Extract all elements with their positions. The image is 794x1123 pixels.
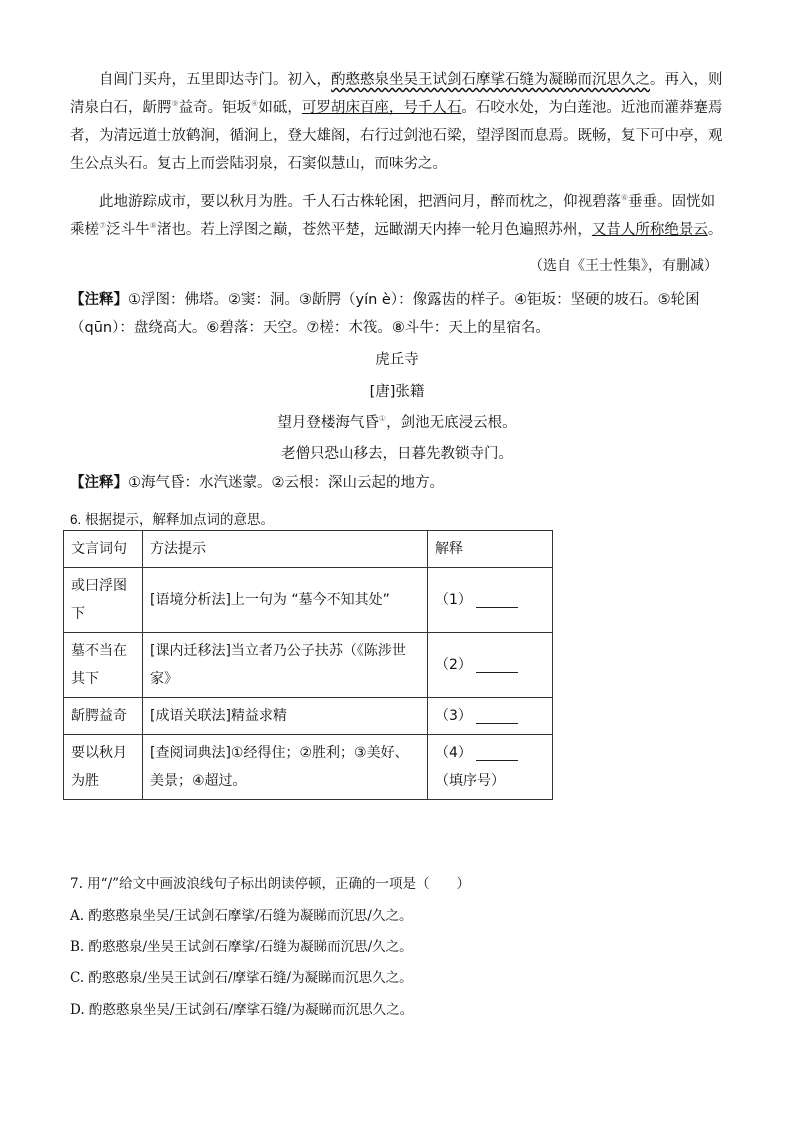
answer-blank[interactable] [476,709,518,724]
hint-cell: [成语关联法]精益求精 [143,698,428,735]
question-6-table [63,530,553,800]
answer-cell [428,735,553,800]
poem-title: 虎丘寺 [375,352,419,368]
footnote-mark: ⑦ [99,221,107,231]
header-cell: 文言词句 [64,531,143,568]
footnote-mark: ⑨ [171,99,179,109]
poem-text: ，剑池无底浸云根。 [386,415,517,431]
table-row [64,698,553,735]
passage-paragraph-1 [70,66,725,178]
answer-cell [428,633,553,698]
word-cell: 墓不当在其下 [64,633,143,698]
note-text: ①浮图：佛塔。②窦：洞。③龂腭（yín è）：像露齿的样子。④钜坂：坚硬的坡石。⑤轮囷（qūn）：盘绕高大。⑥碧落：天空。⑦槎：木筏。⑧斗牛：天上的星宿名。 [70,292,700,336]
passage-paragraph-2 [70,188,725,244]
footnote-mark: ⑥ [621,193,629,203]
text-segment: 此地游踪成市，要以秋月为胜。千人石古株轮囷，把酒问月，醉而枕之，仰视碧落 [99,194,621,210]
hint-cell: [语境分析法]上一句为 “墓今不知其处” [143,568,428,633]
note-text: ①海气昏：水汽迷蒙。②云根：深山云起的地方。 [128,475,444,491]
poem-line-1 [0,411,794,432]
word-cell: 或曰浮图下 [64,568,143,633]
underlined-sentence: 又昔人所称绝景云 [591,222,708,238]
wavy-underlined-sentence: 酌憨憨泉坐吴王试剑石摩挲石缝为凝睇而沉思久之 [331,72,650,88]
table-header-row [64,531,553,568]
hint-cell: [查阅词典法]①经得住；②胜利；③美好、美景；④超过。 [143,735,428,800]
option-a[interactable]: A. 酌憨憨泉坐吴/王试剑石摩挲/石缝为凝睇而沉思/久之。 [70,908,413,924]
answer-cell [428,568,553,633]
answer-cell [428,698,553,735]
text-segment: 。 [707,222,723,238]
text-segment: 垂垂。固恍如乘槎 [70,194,716,238]
poem-line-2: 老僧只恐山移去，日暮先教锁寺门。 [281,446,513,462]
text-segment: 。石咬水处，为白莲池。近池而灌莽蹇焉者，为清远道士放鹤涧，循涧上，登大雄阁，右行过剑池石梁，望浮图而息焉。既畅，复下可中亭，观生公点头石。复古上而尝陆羽泉，石窦似慧山，而味劣之。 [70,100,723,172]
poem-author: [唐]张籍 [369,384,425,400]
answer-number: （2） [435,657,472,673]
poem-notes [70,469,725,497]
word-cell: 龂腭益奇 [64,698,143,735]
note-label: 【注释】 [70,475,128,491]
text-segment: 泛斗牛 [106,222,150,238]
underlined-sentence: 可罗胡床百座，号千人石 [301,100,462,116]
question-7-title: 7. 用“/”给文中画波浪线句子标出朗读停顿，正确的一项是（ ） [70,876,471,892]
text-segment: 益奇。钜坂 [178,100,252,116]
text-segment: 。再入，则清泉白石，龂腭 [70,72,723,116]
poem-text: 望月登楼海气昏 [277,415,379,431]
option-c[interactable]: C. 酌憨憨泉/坐吴王试剑石/摩挲石缝/为凝睇而沉思久之。 [70,970,413,986]
text-segment: 如砥， [258,100,302,116]
source-note: （选自《王士性集》，有删减） [529,258,718,274]
hint-cell: [课内迁移法]当立者乃公子扶苏（《陈涉世家》 [143,633,428,698]
text-segment: 渚也。若上浮图之巅，苍然平楚，远瞰湖天内捧一轮月色遍照苏州， [156,222,592,238]
header-cell: 解释 [428,531,553,568]
answer-number: （3） [435,708,472,724]
footnote-mark: ④ [251,99,259,109]
footnote-mark: ① [378,414,387,424]
option-b[interactable]: B. 酌憨憨泉/坐吴王试剑石摩挲/石缝为凝睇而沉思/久之。 [70,939,413,955]
answer-blank[interactable] [476,658,518,673]
question-6-title: 6. 根据提示，解释加点词的意思。 [70,512,275,527]
answer-number: （1） [435,592,472,608]
answer-blank[interactable] [476,593,518,608]
word-cell: 要以秋月为胜 [64,735,143,800]
answer-number: （4） [435,745,472,761]
footnote-mark: ⑧ [149,221,157,231]
passage-notes [70,286,725,342]
option-d[interactable]: D. 酌憨憨泉坐吴/王试剑石/摩挲石缝/为凝睇而沉思久之。 [70,1002,414,1018]
header-cell: 方法提示 [143,531,428,568]
text-segment: 自阊门买舟，五里即达寺门。初入， [99,72,331,88]
note-label: 【注释】 [70,292,128,308]
table-row [64,633,553,698]
table-row [64,735,553,800]
answer-note: （填序号） [435,773,505,789]
table-row [64,568,553,633]
answer-blank[interactable] [476,746,518,761]
